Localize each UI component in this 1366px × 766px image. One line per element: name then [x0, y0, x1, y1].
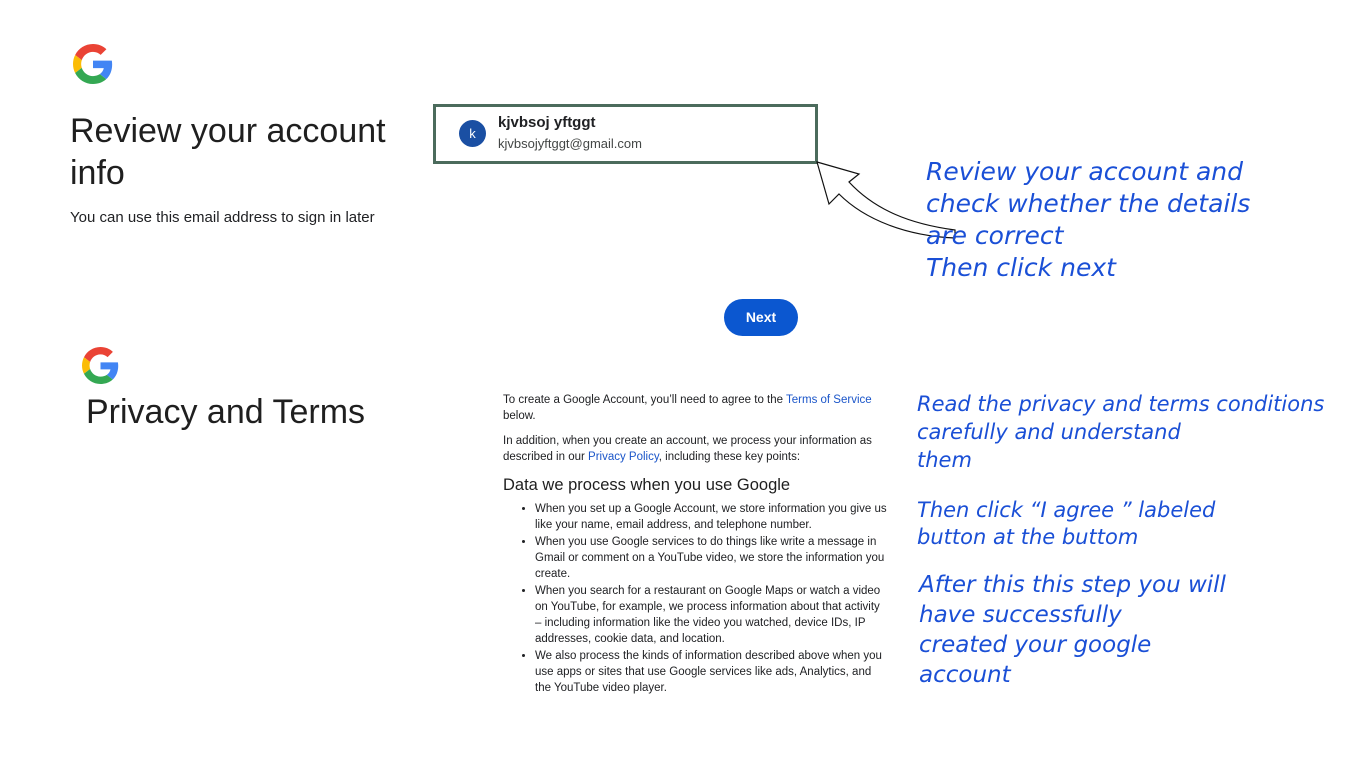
page-title [70, 110, 410, 194]
instruction-success [919, 570, 1226, 690]
terms-paragraph-1: To create a Google Account, you’ll need to agree to the Terms of Service below. [503, 394, 872, 422]
instruction-click-agree [917, 497, 1215, 551]
terms-heading: Data we process when you use Google [503, 476, 791, 494]
page-title-line-1: Review your account [70, 112, 386, 150]
terms-of-service-link[interactable]: Terms of Service [786, 394, 872, 406]
privacy-title: Privacy and Terms [86, 393, 366, 431]
instruction-line: Read the privacy and terms conditions [917, 392, 1325, 416]
instruction-read-terms [917, 390, 1337, 474]
terms-content [503, 392, 888, 697]
avatar: k [459, 120, 486, 147]
instruction-line: account [919, 662, 1011, 688]
account-card[interactable] [433, 104, 818, 164]
instruction-line: are correct [926, 221, 1064, 250]
privacy-policy-link[interactable]: Privacy Policy [588, 451, 659, 463]
instruction-line: check whether the details [926, 189, 1251, 218]
next-button[interactable]: Next [724, 299, 798, 336]
instruction-line: button at the buttom [917, 525, 1139, 549]
instruction-line: created your google [919, 632, 1152, 658]
instruction-line: Then click next [926, 253, 1116, 282]
instruction-line: Review your account and [926, 157, 1244, 186]
instruction-line: Then click “I agree ” labeled [917, 498, 1216, 522]
terms-list [503, 501, 888, 696]
list-item: • When you search for a restaurant on Google Maps or watch a video on YouTube, for example, we process information about that activity – including information like the video you watched, device IDs, IP addresses, cookie data, and location. [535, 583, 888, 647]
instruction-review-account [926, 156, 1346, 284]
instruction-line: them [917, 448, 972, 472]
terms-paragraph-2: In addition, when you create an account, we process your information as described in our Privacy Policy, including these key points: [503, 435, 872, 463]
account-name: kjvbsoj yftggt [498, 114, 596, 131]
list-item: • We also process the kinds of information described above when you use apps or sites that use Google services like ads, Analytics, and the YouTube video player. [535, 648, 888, 696]
account-email: kjvbsojyftggt@gmail.com [498, 136, 642, 151]
page-subtitle: You can use this email address to sign in later [70, 209, 375, 226]
page-title-line-2: info [70, 154, 125, 192]
instruction-line: After this this step you will [919, 572, 1226, 598]
google-logo-icon [82, 347, 119, 384]
instruction-line: have successfully [919, 602, 1122, 628]
list-item: • When you use Google services to do things like write a message in Gmail or comment on a YouTube video, we store the information you create. [535, 534, 888, 582]
instruction-line: carefully and understand [917, 420, 1181, 444]
google-logo-icon [73, 44, 113, 84]
list-item: • When you set up a Google Account, we store information you give us like your name, email address, and telephone number. [535, 501, 888, 533]
